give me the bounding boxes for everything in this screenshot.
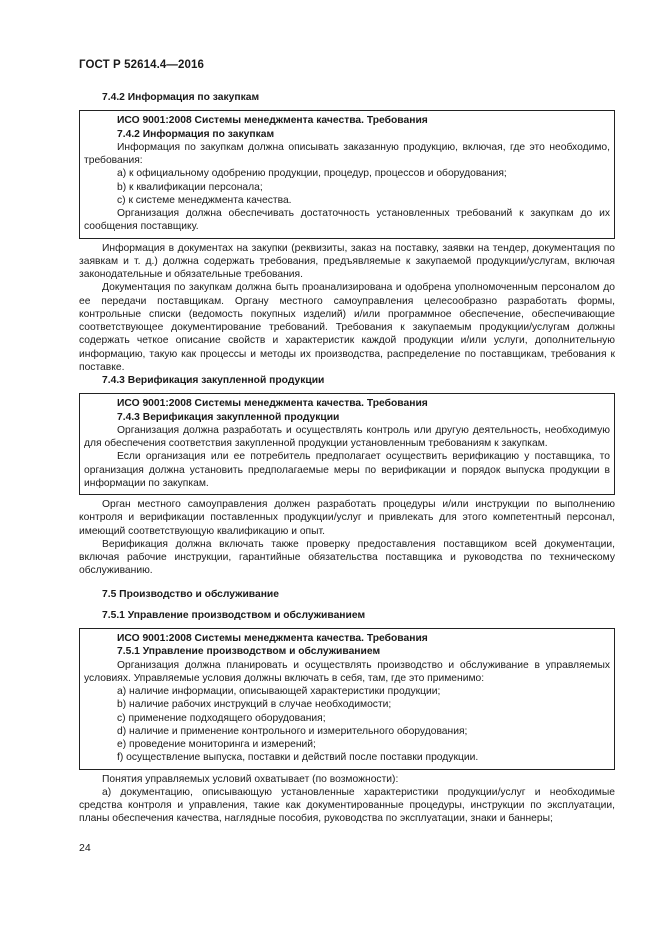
box-list-item: a) к официальному одобрению продукции, процедур, процессов и оборудования; — [117, 168, 507, 180]
box-paragraph: Организация должна разработать и осуществлять контроль или другую деятельность, необходимую для обеспечения соответствия закупленной продукции установленным требованиям к закупкам. — [84, 424, 610, 449]
box-subtitle: 7.5.1 Управление производством и обслуживанием — [117, 646, 381, 658]
iso-quote-box-7-4-3 — [79, 393, 615, 495]
box-title: ИСО 9001:2008 Системы менеджмента качества. Требования — [117, 633, 428, 644]
box-paragraph: Если организация или ее потребитель предполагает осуществить верификацию у поставщика, то организация должна установить предполагаемые меры по верификации и порядок выпуска продукции в информации по закупкам. — [84, 451, 610, 489]
body-paragraph: а) документацию, описывающую установленные характеристики продукции/услуг и необходимые средства контроля и управления, такие как документированные процедуры, инструкции по эксплуатации, планы обеспечения качества, наглядные пособия, руководства по эксплуатации, знаки и баннеры; — [79, 786, 615, 825]
box-list-item: c) применение подходящего оборудования; — [117, 712, 326, 724]
body-paragraph: Орган местного самоуправления должен разработать процедуры и/или инструкции по выполнению контроля и верификации поставленных продукции/услуг и привлекать для этого компетентный персонал, имеющий соответствующую квалификацию и опыт. — [79, 499, 615, 537]
box-title: ИСО 9001:2008 Системы менеджмента качества. Требования — [117, 115, 428, 127]
document-body — [79, 91, 615, 826]
box-paragraph: Организация должна планировать и осуществлять производство и обслуживание в управляемых условиях. Управляемые условия должны включать в себя, там, где это применимо: — [84, 659, 610, 684]
section-heading-7-5: 7.5 Производство и обслуживание — [102, 588, 279, 600]
box-list-item: c) к системе менеджмента качества. — [117, 194, 292, 206]
iso-quote-box-7-5-1 — [79, 628, 615, 770]
body-paragraph: Документация по закупкам должна быть проанализирована и одобрена уполномоченным персоналом до ее передачи поставщикам. Органу местного самоуправления целесообразно разработать формы, контрольные списки (ведомость покупных изделий) и/или программное обеспечение, обеспечивающие соответствующее документирование требований. Требования к закупаемым продукции/услугам должны содержать четкое описание свойств и характеристик каждой продукции и/или услуги, дополнительную информацию, такую как процессы и методы их производства, распределение по поставщикам, требования к поставке. — [79, 282, 615, 373]
box-list-item: e) проведение мониторинга и измерений; — [117, 739, 316, 750]
box-subtitle: 7.4.2 Информация по закупкам — [117, 128, 275, 140]
box-list-item: a) наличие информации, описывающей характеристики продукции; — [117, 686, 441, 697]
body-paragraph: Понятия управляемых условий охватывает (по возможности): — [102, 773, 399, 785]
iso-quote-box-7-4-2 — [79, 110, 615, 238]
box-list-item: d) наличие и применение контрольного и измерительного оборудования; — [117, 725, 468, 737]
section-heading-7-4-3: 7.4.3 Верификация закупленной продукции — [102, 375, 325, 386]
box-title: ИСО 9001:2008 Системы менеджмента качества. Требования — [117, 398, 428, 410]
box-list-item: f) осуществление выпуска, поставки и действий после поставки продукции. — [117, 752, 479, 764]
body-paragraph: Информация в документах на закупки (реквизиты, заказ на поставку, заявки на тендер, документация по заявкам и т. д.) должна содержать требования, предъявляемые к закупаемой продукции/услугам, включая законодательные и обязательные требования. — [79, 242, 615, 280]
document-header: ГОСТ Р 52614.4—2016 — [79, 59, 204, 71]
body-paragraph: Верификация должна включать также проверку предоставления поставщиком всей документации, включая рабочие инструкции, гарантийные обязательства поставщика и руководства по техническому обслуживанию. — [79, 538, 615, 577]
section-heading-7-4-2: 7.4.2 Информация по закупкам — [102, 92, 260, 103]
page-number: 24 — [79, 842, 91, 854]
box-paragraph: Информация по закупкам должна описывать заказанную продукцию, включая, где это необходимо, требования: — [84, 141, 610, 166]
box-list-item: b) к квалификации персонала; — [117, 181, 263, 193]
box-list-item: b) наличие рабочих инструкций в случае необходимости; — [117, 699, 392, 711]
box-subtitle: 7.4.3 Верификация закупленной продукции — [117, 411, 340, 423]
section-heading-7-5-1: 7.5.1 Управление производством и обслуживанием — [102, 609, 366, 621]
box-paragraph: Организация должна обеспечивать достаточность установленных требований к закупкам до их сообщения поставщику. — [84, 208, 610, 233]
